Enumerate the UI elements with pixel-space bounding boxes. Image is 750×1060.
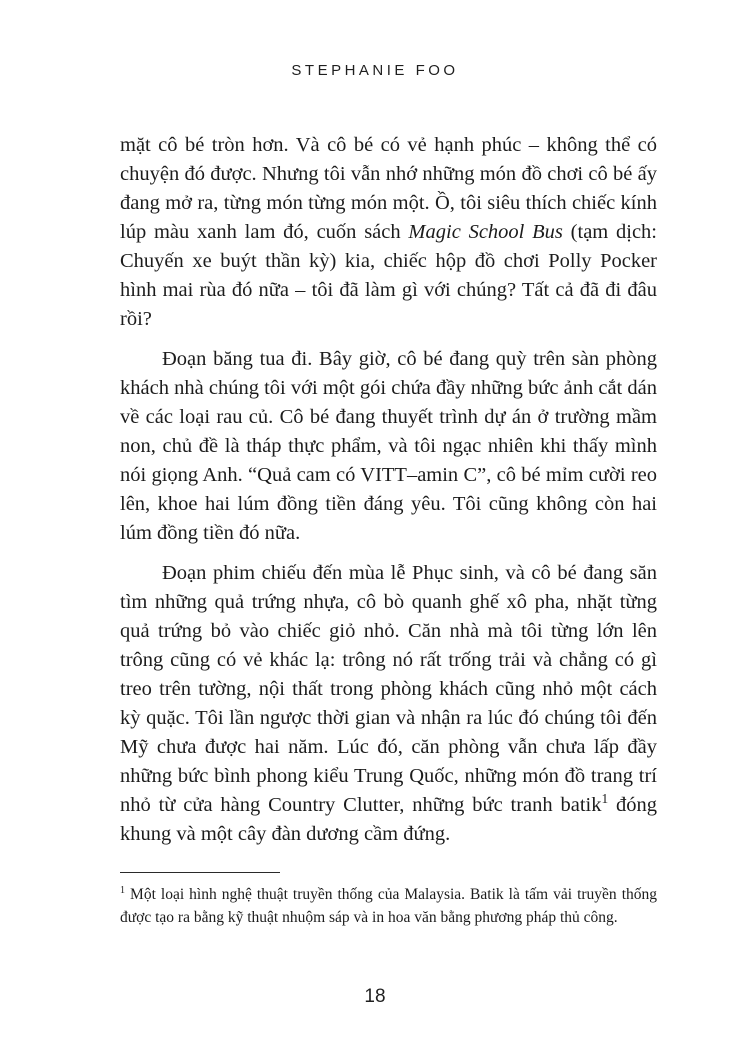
text-run: Đoạn băng tua đi. Bây giờ, cô bé đang quỳ trên sàn phòng khách nhà chúng tôi với một gói chứa đầy những bức ảnh cắt dán về các loại rau củ. Cô bé đang thuyết trình dự án ở trường mầm non, chủ đề là tháp thực phẩm, và tôi ngạc nhiên khi thấy mình nói giọng Anh. “Quả cam có VITT–amin C”, cô bé mỉm cười reo lên, khoe hai lúm đồng tiền đáng yêu. Tôi cũng không còn hai lúm đồng tiền đó nữa. bbox=[120, 348, 657, 544]
text-run: Đoạn phim chiếu đến mùa lễ Phục sinh, và cô bé đang săn tìm những quả trứng nhựa, cô bò quanh ghế xô pha, nhặt từng quả trứng bỏ vào chiếc giỏ nhỏ. Căn nhà mà tôi từng lớn lên trông cũng có vẻ khác lạ: trông nó rất trống trải và chẳng có gì treo trên tường, nội thất trong phòng khách cũng nhỏ một cách kỳ quặc. Tôi lần ngược thời gian và nhận ra lúc đó chúng tôi đến Mỹ chưa được hai năm. Lúc đó, căn phòng vẫn chưa lấp đầy những bức bình phong kiểu Trung Quốc, những món đồ trang trí nhỏ từ cửa hàng Country Clutter, những bức tranh batik bbox=[120, 562, 657, 816]
running-header: STEPHANIE FOO bbox=[291, 62, 459, 79]
text-run: mặt cô bé tròn hơn. Và cô bé có vẻ hạnh phúc – không thể có chuyện đó được. Nhưng tôi vẫn nhớ những món đồ chơi cô bé ấy đang mở ra, từng món từng món một. Ồ, tôi siêu thích chiếc kính lúp màu xanh lam đó, cuốn sách bbox=[120, 134, 657, 243]
paragraph bbox=[120, 559, 657, 849]
body-text bbox=[120, 131, 657, 860]
paragraph bbox=[120, 345, 657, 548]
footnote-divider bbox=[120, 872, 280, 873]
text-run: Magic School Bus bbox=[408, 221, 563, 243]
footnote-marker: 1 bbox=[601, 791, 609, 807]
text-run: (tạm dịch: Chuyến xe buýt thần kỳ) kia, chiếc hộp đồ chơi Polly Pocker hình mai rùa đó nữa – tôi đã làm gì với chúng? Tất cả đã đi đâu rồi? bbox=[120, 221, 657, 330]
footnote bbox=[120, 883, 657, 929]
paragraph bbox=[120, 131, 657, 334]
footnote-text: Một loại hình nghệ thuật truyền thống của Malaysia. Batik là tấm vải truyền thống được tạo ra bằng kỹ thuật nhuộm sáp và in hoa văn bằng phương pháp thủ công. bbox=[120, 886, 657, 926]
text-run: đóng khung và một cây đàn dương cầm đứng. bbox=[120, 794, 657, 845]
footnote-marker: 1 bbox=[120, 884, 126, 896]
page-number: 18 bbox=[364, 986, 386, 1007]
